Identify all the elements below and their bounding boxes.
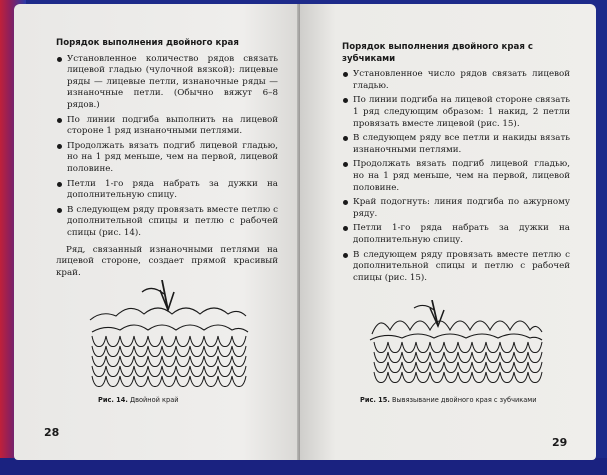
knit-stitch (514, 342, 528, 353)
page-number-right: 29 (552, 436, 568, 449)
knit-stitch (528, 352, 542, 363)
figure-14-title: Двойной край (129, 396, 179, 404)
knit-stitch (92, 356, 106, 367)
knit-stitch (486, 352, 500, 363)
knit-stitch (190, 376, 204, 387)
knit-stitch (402, 372, 416, 383)
knit-stitch (148, 336, 162, 347)
knit-stitch (106, 376, 120, 387)
knit-stitch (402, 352, 416, 363)
knit-stitch (176, 346, 190, 357)
knit-stitch (472, 342, 486, 353)
knit-stitch (528, 342, 542, 353)
knit-stitch (120, 376, 134, 387)
left-paragraph: Ряд, связанный изнаночными петлями на лицевой стороне, создает прямой красивый край. (56, 244, 278, 278)
knit-stitch (162, 346, 176, 357)
knit-stitch (232, 336, 246, 347)
book-cover-bottom (0, 458, 607, 475)
knit-stitch (444, 372, 458, 383)
figure-15-label: Рис. 15. (360, 396, 390, 404)
knit-stitch (218, 356, 232, 367)
knit-stitch (500, 352, 514, 363)
list-item: Край подогнуть: линия подгиба по ажурному ряду. (342, 197, 570, 220)
knit-stitch (106, 336, 120, 347)
knit-stitch (500, 342, 514, 353)
knit-stitch (148, 356, 162, 367)
list-item: Петли 1-го ряда набрать за дужки на дополнительную спицу. (342, 223, 570, 246)
right-bullet-list (342, 69, 570, 284)
knit-stitch (176, 336, 190, 347)
knit-stitch (148, 366, 162, 377)
knit-stitch (472, 362, 486, 373)
knit-stitch (486, 342, 500, 353)
knit-stitch (162, 336, 176, 347)
knit-stitch (148, 376, 162, 387)
knit-stitch (92, 366, 106, 377)
knit-stitch (190, 356, 204, 367)
knit-stitch (204, 356, 218, 367)
figure-15-picot-edge (366, 300, 546, 390)
knit-stitch (374, 362, 388, 373)
knit-stitch (388, 362, 402, 373)
knit-stitch (444, 352, 458, 363)
knit-stitch (514, 362, 528, 373)
knit-stitch (162, 366, 176, 377)
right-page (300, 4, 596, 460)
list-item: Продолжать вязать подгиб лицевой гладью, но на 1 ряд меньше, чем на первой, лицевой половине. (342, 159, 570, 194)
knit-stitch (134, 346, 148, 357)
list-item: В следующем ряду провязать вместе петлю с дополнительной спицы и петлю с рабочей спицы (рис. 15). (342, 250, 570, 285)
knit-stitch (374, 342, 388, 353)
knit-stitch (458, 352, 472, 363)
knit-stitch (92, 336, 106, 347)
knit-stitch (444, 362, 458, 373)
left-page (14, 4, 300, 460)
knit-stitch (430, 372, 444, 383)
knit-stitch (232, 346, 246, 357)
knit-stitch (232, 376, 246, 387)
knit-stitch (458, 372, 472, 383)
knit-stitch (514, 372, 528, 383)
figure-14-double-edge (82, 280, 252, 392)
knit-stitch (134, 356, 148, 367)
knit-stitch (472, 352, 486, 363)
knit-stitch (388, 352, 402, 363)
figure-14-caption (98, 396, 179, 404)
knit-stitch (416, 372, 430, 383)
left-heading: Порядок выполнения двойного края (56, 38, 239, 48)
knit-stitch (176, 376, 190, 387)
figure-14-label: Рис. 14. (98, 396, 128, 404)
list-item: В следующем ряду все петли и накиды вязать изнаночными петлями. (342, 133, 570, 156)
knit-stitch (374, 352, 388, 363)
knit-stitch (204, 336, 218, 347)
left-page-text (56, 38, 278, 279)
knit-stitch (134, 376, 148, 387)
knit-stitch (218, 346, 232, 357)
knit-stitch (528, 362, 542, 373)
list-item: Петли 1-го ряда набрать за дужки на дополнительную спицу. (56, 179, 278, 202)
knit-stitch (232, 356, 246, 367)
knit-stitch (176, 366, 190, 377)
knit-stitch (416, 362, 430, 373)
list-item: Продолжать вязать подгиб лицевой гладью, но на 1 ряд меньше, чем на первой, лицевой половине. (56, 141, 278, 176)
list-item: По линии подгиба на лицевой стороне связать 1 ряд следующим образом: 1 накид, 2 петли провязать вместе лицевой (рис. 15). (342, 95, 570, 130)
knit-stitch (92, 346, 106, 357)
knit-stitch (430, 342, 444, 353)
page-number-left: 28 (44, 426, 60, 439)
knit-stitch (218, 366, 232, 377)
list-item: По линии подгиба выполнить на лицевой стороне 1 ряд изнаночными петлями. (56, 115, 278, 138)
knit-stitch (232, 366, 246, 377)
knit-stitch (204, 346, 218, 357)
list-item: Установленное количество рядов связать лицевой гладью (чулочной вязкой): лицевые ряды — лицевые петли, изнаночные ряды — изнаночные петли. (Обычно вяжут 6–8 рядов.) (56, 54, 278, 112)
knit-stitch (120, 366, 134, 377)
knit-stitch (416, 352, 430, 363)
knit-stitch (218, 376, 232, 387)
knit-stitch (374, 372, 388, 383)
knit-stitch (430, 352, 444, 363)
knit-stitch (430, 362, 444, 373)
knit-stitch (458, 342, 472, 353)
knit-stitch (500, 372, 514, 383)
knit-stitch (218, 336, 232, 347)
figure-15-title: Вывязывание двойного края с зубчиками (391, 396, 537, 404)
knit-stitch (176, 356, 190, 367)
knit-stitch (120, 336, 134, 347)
knit-stitch (486, 362, 500, 373)
knit-stitch (120, 346, 134, 357)
knit-stitch (458, 362, 472, 373)
knit-stitch (120, 356, 134, 367)
knit-stitch (190, 366, 204, 377)
figure-15-caption (360, 396, 537, 404)
knit-stitch (106, 346, 120, 357)
knit-stitch (134, 366, 148, 377)
knit-stitch (416, 342, 430, 353)
right-page-text (342, 42, 570, 287)
knit-stitch (388, 372, 402, 383)
knit-stitch (190, 336, 204, 347)
knit-stitch (134, 336, 148, 347)
knit-stitch (472, 372, 486, 383)
knit-stitch (402, 362, 416, 373)
list-item: В следующем ряду провязать вместе петлю с дополнительной спицы и петлю с рабочей спицы (рис. 14). (56, 205, 278, 240)
list-item: Установленное число рядов связать лицевой гладью. (342, 69, 570, 92)
knit-stitch (204, 376, 218, 387)
knit-stitch (106, 356, 120, 367)
knit-stitch (106, 366, 120, 377)
knit-stitch (402, 342, 416, 353)
knit-stitch (204, 366, 218, 377)
knit-stitch (514, 352, 528, 363)
right-heading: Порядок выполнения двойного края с зубчиками (342, 42, 533, 64)
knit-stitch (486, 372, 500, 383)
knit-stitch (162, 356, 176, 367)
knit-stitch (162, 376, 176, 387)
knit-stitch (528, 372, 542, 383)
knit-stitch (190, 346, 204, 357)
knit-stitch (388, 342, 402, 353)
knit-stitch (148, 346, 162, 357)
left-bullet-list (56, 54, 278, 240)
knit-stitch (500, 362, 514, 373)
knit-stitch (444, 342, 458, 353)
knit-stitch (92, 376, 106, 387)
